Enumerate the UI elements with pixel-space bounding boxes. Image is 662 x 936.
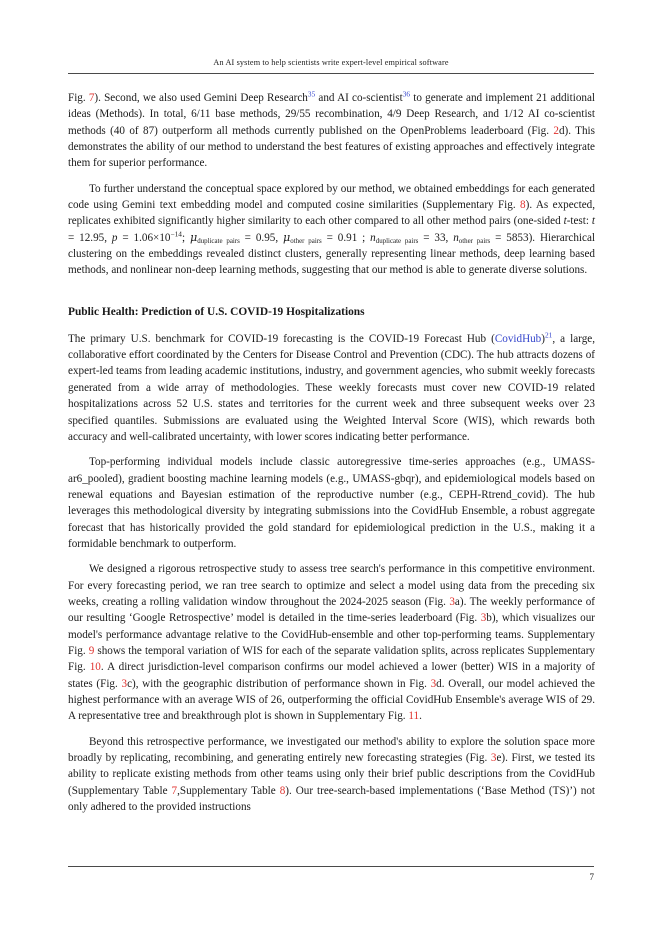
p6-text-3: ,Supplementary Table <box>177 784 280 797</box>
p5-text-1: We designed a rigorous retrospective study to assess tree search's performance in this competitive environment. For every forecasting period, we ran tree search to optimize and select a model using data from the preceding six weeks, creating a rolling validation window throughout the 2024-2025 season (Fig. <box>68 563 595 608</box>
p6-text-2: e). First, we tested its ability to replicate existing methods from other teams using only their brief public descriptions from the CovidHub (Supplementary Table <box>68 752 595 797</box>
paragraph-4 <box>68 454 595 552</box>
math-n-duplicate-subscript: duplicate pairs <box>375 237 419 245</box>
p3-text-2: ) <box>541 332 545 345</box>
paragraph-3 <box>68 331 595 445</box>
p2-text-1: To further understand the conceptual space explored by our method, we obtained embeddings for each generated code using Gemini text embedding model and computed cosine similarities (Supplementary Fig. <box>68 182 595 212</box>
p3-text-1: The primary U.S. benchmark for COVID-19 forecasting is the COVID-19 Forecast Hub ( <box>68 332 495 345</box>
link-covidhub[interactable]: CovidHub <box>494 332 542 345</box>
math-p-var: p <box>111 231 118 244</box>
math-mu-other-value: = 0.91 ; <box>321 231 371 244</box>
figure-ref-11[interactable]: 11 <box>408 710 420 723</box>
figure-ref-2d[interactable]: 2 <box>553 124 559 137</box>
figure-ref-7[interactable]: 7 <box>88 92 95 104</box>
running-head: An AI system to help scientists write expert-level empirical software <box>213 58 449 67</box>
p1-text-4: to generate and implement 21 additional ideas (Methods). In total, 6/11 base methods, 29/55 recombination, 4/9 Deep Research, and 1/12 AI co-scientist methods (40 of 87) outperform all methods currently published on the OpenProblems leaderboard (Fig. <box>68 92 596 137</box>
paragraph-2 <box>68 181 595 279</box>
figure-ref-3a[interactable]: 3 <box>449 595 455 608</box>
figure-ref-3d[interactable]: 3 <box>430 677 437 690</box>
section-heading: Public Health: Prediction of U.S. COVID-19 Hospitalizations <box>68 305 365 318</box>
math-t-var: t <box>591 215 596 228</box>
figure-ref-3c[interactable]: 3 <box>121 677 128 690</box>
page-number: 7 <box>589 872 594 882</box>
p6-text-1: Beyond this retrospective performance, we investigated our method's ability to explore the solution space more broadly by replicating, recombining, and generating entirely new forecasting strategies (Fig. <box>68 735 595 765</box>
figure-ref-8[interactable]: 8 <box>520 199 526 212</box>
math-mu-other-subscript: other pairs <box>290 237 322 245</box>
math-p-value: = 1.06×10 <box>117 231 171 244</box>
math-mu-duplicate-value: = 0.95, <box>239 231 284 244</box>
citation-36[interactable]: 36 <box>402 89 411 99</box>
table-ref-8[interactable]: 8 <box>279 784 286 797</box>
p6-text-4: ). Our tree-search-based implementations (‘Base Method (TS)’) not only adhered to the provided instructions <box>68 784 595 814</box>
p5-text-6: c), with the geographic distribution of performance shown in Fig. <box>127 677 431 690</box>
header-rule <box>68 73 594 74</box>
math-n-other-subscript: other pairs <box>458 237 491 245</box>
math-mu-duplicate-subscript: duplicate pairs <box>197 237 240 245</box>
p3-text-3: , a large, collaborative effort coordinated by the Centers for Disease Control and Prevention (CDC). The hub attracts dozens of expert-led teams from leading academic institutions, industry, and government agencies, who submit weekly forecasts generated from a wide array of methodologies. These weekly forecasts must cover new COVID-19 related hospitalizations across 52 U.S. states and territories for the current week and three subsequent weeks over 23 specified quantiles. Submissions are evaluated using the Weighted Interval Score (WIS), which rewards both accuracy and well-calibrated uncertainty, with lower scores indicating better performance. <box>68 332 595 443</box>
p2-text-3: -test: <box>566 215 592 228</box>
paragraph-6 <box>68 734 595 816</box>
math-mu-duplicate-var: μ <box>189 230 198 244</box>
p5-text-3: b), which visualizes our model's performance advantage relative to the CovidHub-ensemble and other top-performing teams. Supplementary Fig. <box>68 612 595 657</box>
footer-rule <box>68 866 594 867</box>
math-n-other-value: = 5853). <box>490 231 540 244</box>
p1-text-1: Fig. <box>68 92 89 104</box>
p5-text-2: a). The weekly performance of our resulting ‘Google Retrospective’ model is detailed in the time-series leaderboard (Fig. <box>68 595 595 625</box>
math-n-duplicate-var: n <box>370 231 376 244</box>
p5-text-5: . A direct jurisdiction-level comparison confirms our model achieved a lower (better) WIS in a majority of states (Fig. <box>68 661 595 690</box>
p5-text-8: . <box>419 710 422 723</box>
figure-ref-3e[interactable]: 3 <box>490 752 497 765</box>
math-t-test-italic: t <box>563 215 567 228</box>
p1-text-3: and AI co-scientist <box>315 92 403 104</box>
table-ref-7[interactable]: 7 <box>171 784 178 797</box>
paragraph-5 <box>68 561 595 724</box>
figure-ref-10[interactable]: 10 <box>89 661 101 674</box>
citation-21[interactable]: 21 <box>544 330 553 340</box>
figure-ref-3b[interactable]: 3 <box>480 612 487 625</box>
paragraph-1 <box>68 90 595 172</box>
p2-text-4: ; <box>181 231 190 244</box>
citation-35[interactable]: 35 <box>307 89 316 99</box>
math-mu-other-var: μ <box>283 230 291 244</box>
p2-text-5: Hierarchical clustering on the embeddings revealed distinct clusters, generally representing linear methods, deep learning based methods, and nonlinear non-deep learning methods, suggesting that our method is able to generate diverse solutions. <box>68 231 596 277</box>
p5-text-4: shows the temporal variation of WIS for each of the separate validation splits, across replicates Supplementary Fig. <box>68 644 595 674</box>
p5-text-7: d. Overall, our model achieved the highest performance with an average WIS of 26, outperforming the official CovidHub Ensemble's average WIS of 29. A representative tree and breakthrough plot is shown in Supplementary Fig. <box>68 677 596 723</box>
p1-text-5: d). This demonstrates the ability of our method to understand the best features of existing approaches and effectively integrate them for superior performance. <box>68 124 595 170</box>
body-column <box>68 90 595 815</box>
math-p-exponent: −14 <box>170 229 182 239</box>
p2-text-2: ). As expected, replicates exhibited significantly higher similarity to each other compared to all other method pairs (one-sided <box>68 199 596 228</box>
p4-text-1: Top-performing individual models include classic autoregressive time-series approaches (e.g., UMASS-ar6_pooled), gradient boosting machine learning models (e.g., UMASS-gbqr), and epidemiological models based on renewal equations and Bayesian estimation of the reproductive number (e.g., CEPH-Rtrend_covid). The hub leverages this methodological diversity by integrating submissions into the CovidHub Ensemble, a robust aggregate forecast that has historically provided the gold standard for epidemiological prediction in the U.S., making it a formidable benchmark to outperform. <box>68 456 595 550</box>
math-t-value: = 12.95, <box>68 231 112 244</box>
p1-text-2: ). Second, we also used Gemini Deep Research <box>94 92 308 104</box>
math-n-other-var: n <box>453 231 459 244</box>
math-n-duplicate-value: = 33, <box>418 231 454 244</box>
figure-ref-9[interactable]: 9 <box>88 644 95 657</box>
